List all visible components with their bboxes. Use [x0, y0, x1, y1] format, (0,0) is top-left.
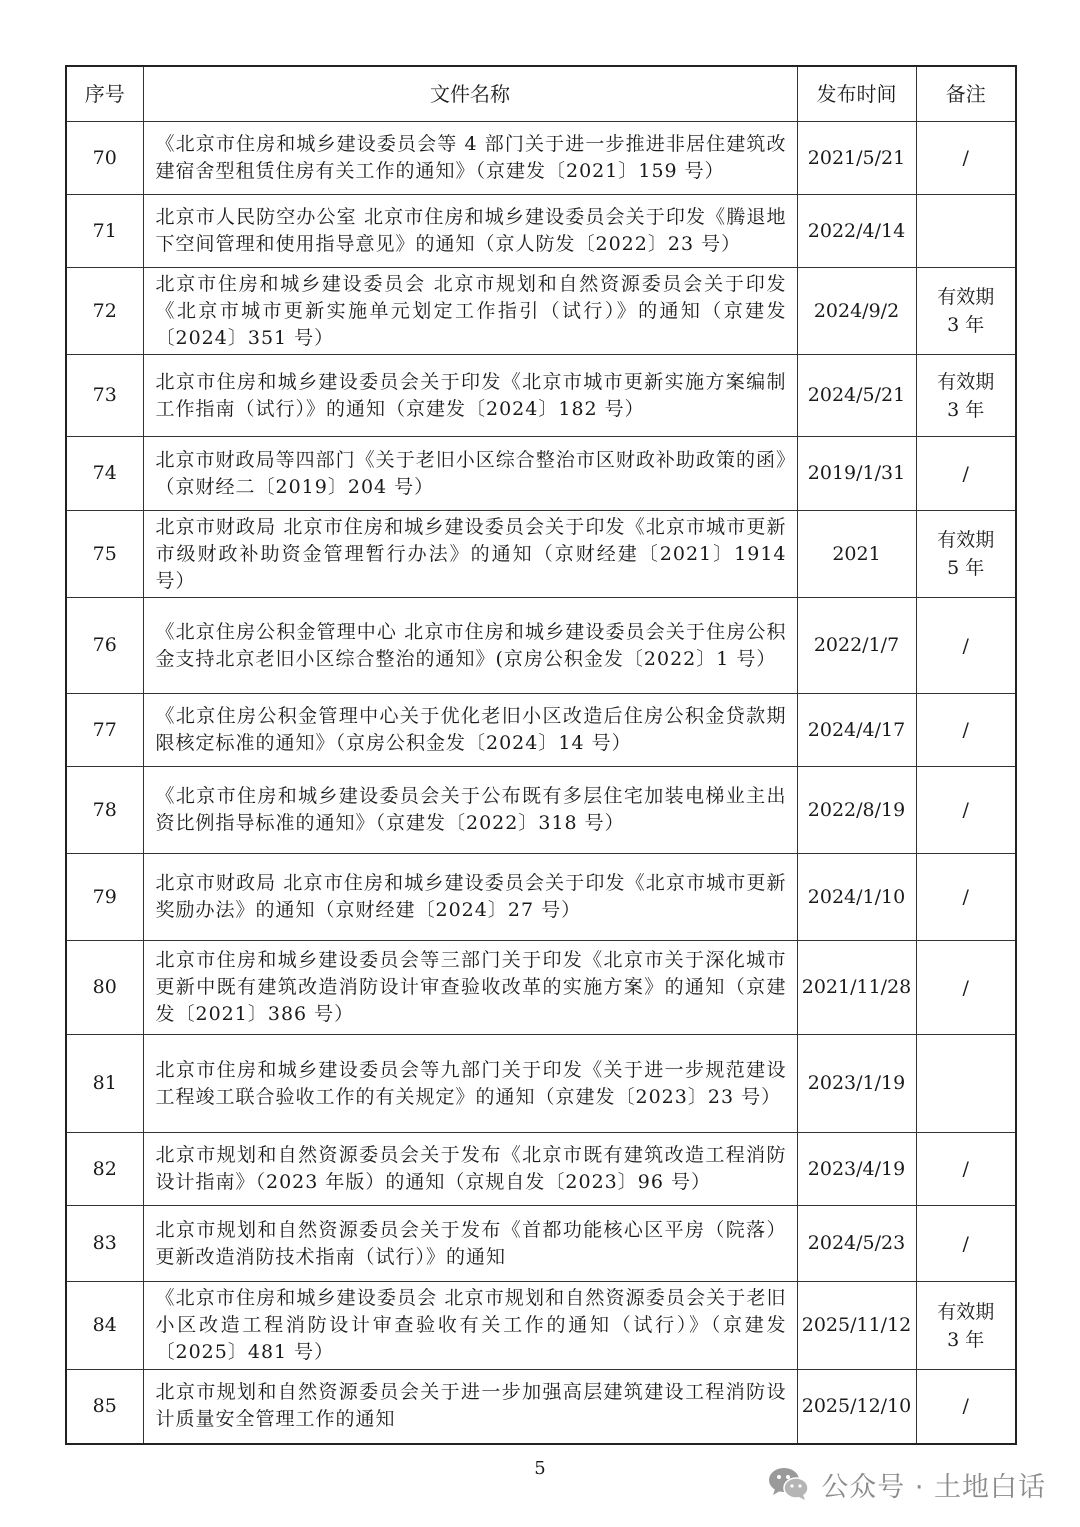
row-name: 北京市财政局等四部门《关于老旧小区综合整治市区财政补助政策的函》（京财经二〔2019〕204 号）	[143, 437, 797, 511]
row-no: 85	[66, 1370, 143, 1444]
table-row	[66, 1282, 1016, 1370]
row-date: 2019/1/31	[797, 437, 916, 511]
row-date: 2024/4/17	[797, 694, 916, 767]
row-date: 2021	[797, 511, 916, 598]
table-row	[66, 1035, 1016, 1133]
row-no: 78	[66, 767, 143, 854]
watermark	[767, 1464, 1046, 1504]
row-date: 2022/1/7	[797, 598, 916, 694]
row-no: 82	[66, 1133, 143, 1206]
row-name: 北京市财政局 北京市住房和城乡建设委员会关于印发《北京市城市更新奖励办法》的通知（京财经建〔2024〕27 号）	[143, 854, 797, 941]
row-name: 北京市财政局 北京市住房和城乡建设委员会关于印发《北京市城市更新市级财政补助资金管理暂行办法》的通知（京财经建〔2021〕1914 号）	[143, 511, 797, 598]
row-note	[916, 195, 1016, 268]
watermark-text: 公众号 · 土地白话	[821, 1471, 1046, 1503]
row-no: 84	[66, 1282, 143, 1370]
table-row	[66, 355, 1016, 437]
row-note: /	[916, 694, 1016, 767]
row-note: 有效期 3 年	[916, 1282, 1016, 1370]
table-row	[66, 437, 1016, 511]
row-date: 2025/12/10	[797, 1370, 916, 1444]
row-note: /	[916, 1133, 1016, 1206]
document-table	[65, 65, 1017, 1445]
row-note: /	[916, 122, 1016, 195]
row-note: /	[916, 854, 1016, 941]
row-note: /	[916, 1370, 1016, 1444]
table-row	[66, 1206, 1016, 1282]
row-date: 2025/11/12	[797, 1282, 916, 1370]
page-number: 5	[534, 1458, 546, 1479]
row-name: 北京市住房和城乡建设委员会 北京市规划和自然资源委员会关于印发《北京市城市更新实施单元划定工作指引（试行）》的通知（京建发〔2024〕351 号）	[143, 268, 797, 355]
row-date: 2024/9/2	[797, 268, 916, 355]
row-date: 2023/1/19	[797, 1035, 916, 1133]
row-date: 2022/8/19	[797, 767, 916, 854]
table-row	[66, 1370, 1016, 1444]
table-row	[66, 941, 1016, 1035]
row-date: 2021/11/28	[797, 941, 916, 1035]
row-date: 2022/4/14	[797, 195, 916, 268]
row-date: 2021/5/21	[797, 122, 916, 195]
row-no: 76	[66, 598, 143, 694]
row-no: 80	[66, 941, 143, 1035]
row-no: 71	[66, 195, 143, 268]
wechat-icon	[767, 1464, 811, 1504]
row-note: 有效期 5 年	[916, 511, 1016, 598]
row-no: 72	[66, 268, 143, 355]
row-no: 70	[66, 122, 143, 195]
row-note: /	[916, 598, 1016, 694]
table-row	[66, 268, 1016, 355]
row-date: 2024/5/23	[797, 1206, 916, 1282]
table-row	[66, 767, 1016, 854]
row-note	[916, 1035, 1016, 1133]
row-no: 81	[66, 1035, 143, 1133]
row-name: 《北京住房公积金管理中心 北京市住房和城乡建设委员会关于住房公积金支持北京老旧小区综合整治的通知》(京房公积金发〔2022〕1 号）	[143, 598, 797, 694]
header-note: 备注	[916, 66, 1016, 122]
row-name: 北京市住房和城乡建设委员会等三部门关于印发《北京市关于深化城市更新中既有建筑改造消防设计审查验收改革的实施方案》的通知（京建发〔2021〕386 号）	[143, 941, 797, 1035]
table-header-row	[66, 66, 1016, 122]
row-name: 北京市人民防空办公室 北京市住房和城乡建设委员会关于印发《腾退地下空间管理和使用指导意见》的通知（京人防发〔2022〕23 号）	[143, 195, 797, 268]
header-no: 序号	[66, 66, 143, 122]
row-note: /	[916, 767, 1016, 854]
row-no: 77	[66, 694, 143, 767]
row-name: 《北京住房公积金管理中心关于优化老旧小区改造后住房公积金贷款期限核定标准的通知》（京房公积金发〔2024〕14 号）	[143, 694, 797, 767]
row-name: 北京市规划和自然资源委员会关于发布《首都功能核心区平房（院落）更新改造消防技术指南（试行）》的通知	[143, 1206, 797, 1282]
row-note: /	[916, 437, 1016, 511]
row-note: 有效期 3 年	[916, 355, 1016, 437]
table-row	[66, 195, 1016, 268]
row-no: 73	[66, 355, 143, 437]
header-name: 文件名称	[143, 66, 797, 122]
table-row	[66, 511, 1016, 598]
table-row	[66, 122, 1016, 195]
row-note: /	[916, 941, 1016, 1035]
row-name: 北京市住房和城乡建设委员会关于印发《北京市城市更新实施方案编制工作指南（试行）》的通知（京建发〔2024〕182 号）	[143, 355, 797, 437]
table-row	[66, 694, 1016, 767]
row-date: 2024/5/21	[797, 355, 916, 437]
table-row	[66, 854, 1016, 941]
table-row	[66, 1133, 1016, 1206]
table-row	[66, 598, 1016, 694]
row-name: 《北京市住房和城乡建设委员会关于公布既有多层住宅加装电梯业主出资比例指导标准的通知》（京建发〔2022〕318 号）	[143, 767, 797, 854]
row-no: 83	[66, 1206, 143, 1282]
row-no: 75	[66, 511, 143, 598]
row-note: /	[916, 1206, 1016, 1282]
row-note: 有效期 3 年	[916, 268, 1016, 355]
row-name: 北京市住房和城乡建设委员会等九部门关于印发《关于进一步规范建设工程竣工联合验收工作的有关规定》的通知（京建发〔2023〕23 号）	[143, 1035, 797, 1133]
row-date: 2023/4/19	[797, 1133, 916, 1206]
header-date: 发布时间	[797, 66, 916, 122]
row-date: 2024/1/10	[797, 854, 916, 941]
row-no: 74	[66, 437, 143, 511]
row-name: 《北京市住房和城乡建设委员会 北京市规划和自然资源委员会关于老旧小区改造工程消防设计审查验收有关工作的通知（试行）》（京建发〔2025〕481 号）	[143, 1282, 797, 1370]
row-name: 《北京市住房和城乡建设委员会等 4 部门关于进一步推进非居住建筑改建宿舍型租赁住房有关工作的通知》（京建发〔2021〕159 号）	[143, 122, 797, 195]
row-name: 北京市规划和自然资源委员会关于发布《北京市既有建筑改造工程消防设计指南》（2023 年版）的通知（京规自发〔2023〕96 号）	[143, 1133, 797, 1206]
row-name: 北京市规划和自然资源委员会关于进一步加强高层建筑建设工程消防设计质量安全管理工作的通知	[143, 1370, 797, 1444]
row-no: 79	[66, 854, 143, 941]
